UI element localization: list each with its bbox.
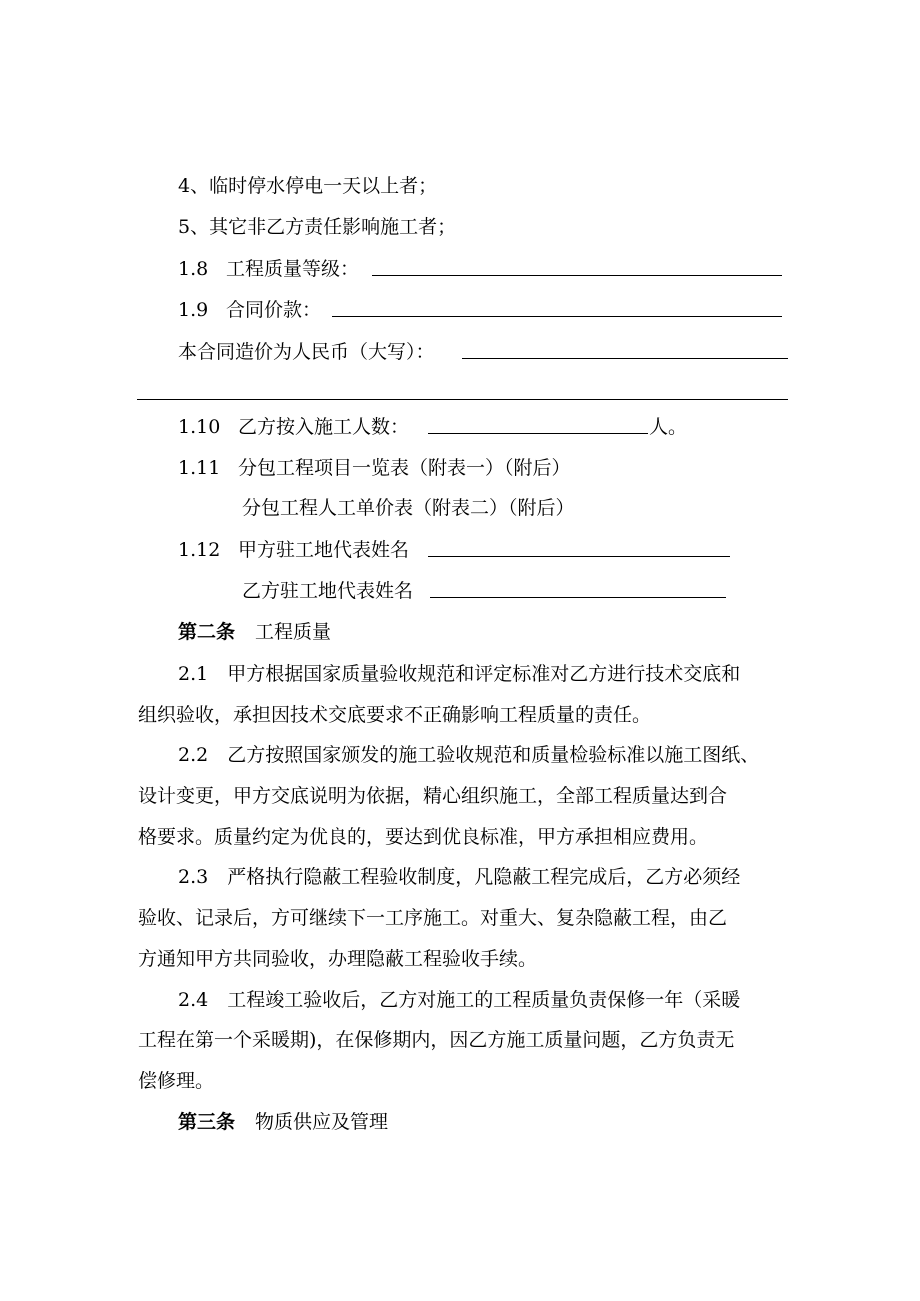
clause-number: 1.9: [178, 299, 209, 321]
clause-1-8: [178, 256, 359, 282]
para-2-4-line2: 工程在第一个采暖期)，在保修期内，因乙方施工质量问题，乙方负责无: [138, 1029, 735, 1051]
contract-price-blank[interactable]: [332, 316, 782, 317]
party-b-rep-blank[interactable]: [430, 597, 726, 598]
article-title: 工程质量: [255, 621, 332, 643]
clause-label: 乙方按入施工人数：: [238, 416, 410, 438]
price-uppercase-blank[interactable]: [462, 358, 788, 359]
clause-number: 1.11: [178, 457, 221, 479]
para-2-4-line1: 2.4 工程竣工验收后，乙方对施工的工程质量负责保修一年（采暖: [178, 989, 741, 1011]
para-2-2-line1: 2.2 乙方按照国家颁发的施工验收规范和质量检验标准以施工图纸、: [178, 744, 760, 766]
price-uppercase-label: 本合同造价为人民币（大写）：: [178, 341, 435, 363]
item-5: 5、其它非乙方责任影响施工者；: [178, 216, 457, 238]
clause-1-9: [178, 297, 321, 323]
article-3-heading: [178, 1109, 388, 1135]
para-2-3-line3: 方通知甲方共同验收，办理隐蔽工程验收手续。: [138, 948, 538, 970]
para-2-1-line1: 2.1 甲方根据国家质量验收规范和评定标准对乙方进行技术交底和: [178, 663, 741, 685]
para-2-4-line3: 偿修理。: [138, 1070, 215, 1092]
clause-1-12-sub: 乙方驻工地代表姓名: [242, 580, 414, 602]
clause-label: 分包工程项目一览表（附表一）（附后）: [238, 457, 571, 479]
clause-number: 1.8: [178, 258, 209, 280]
clause-number: 1.10: [178, 416, 221, 438]
clause-number: 1.12: [178, 539, 221, 561]
price-continuation-blank[interactable]: [137, 399, 788, 400]
article-number: 第二条: [178, 621, 236, 643]
para-2-3-line1: 2.3 严格执行隐蔽工程验收制度，凡隐蔽工程完成后，乙方必须经: [178, 866, 741, 888]
para-2-2-line2: 设计变更，甲方交底说明为依据，精心组织施工，全部工程质量达到合: [138, 785, 728, 807]
clause-label: 甲方驻工地代表姓名: [238, 539, 410, 561]
worker-unit: 人。: [649, 416, 688, 438]
item-4: 4、临时停水停电一天以上者；: [178, 175, 438, 197]
clause-1-11-sub: 分包工程人工单价表（附表二）（附后）: [242, 497, 575, 519]
para-2-3-line2: 验收、记录后，方可继续下一工序施工。对重大、复杂隐蔽工程，由乙: [138, 907, 728, 929]
clause-label: 合同价款：: [226, 299, 322, 321]
worker-count-blank[interactable]: [428, 433, 648, 434]
clause-1-10: [178, 414, 409, 440]
clause-1-12: [178, 537, 409, 563]
article-2-heading: [178, 619, 331, 645]
para-2-2-line3: 格要求。质量约定为优良的，要达到优良标准，甲方承担相应费用。: [138, 826, 709, 848]
article-number: 第三条: [178, 1111, 236, 1133]
article-title: 物质供应及管理: [255, 1111, 389, 1133]
clause-1-11: [178, 455, 571, 481]
clause-label: 工程质量等级：: [226, 258, 360, 280]
para-2-1-line2: 组织验收，承担因技术交底要求不正确影响工程质量的责任。: [138, 704, 652, 726]
party-a-rep-blank[interactable]: [428, 556, 730, 557]
quality-grade-blank[interactable]: [372, 275, 782, 276]
